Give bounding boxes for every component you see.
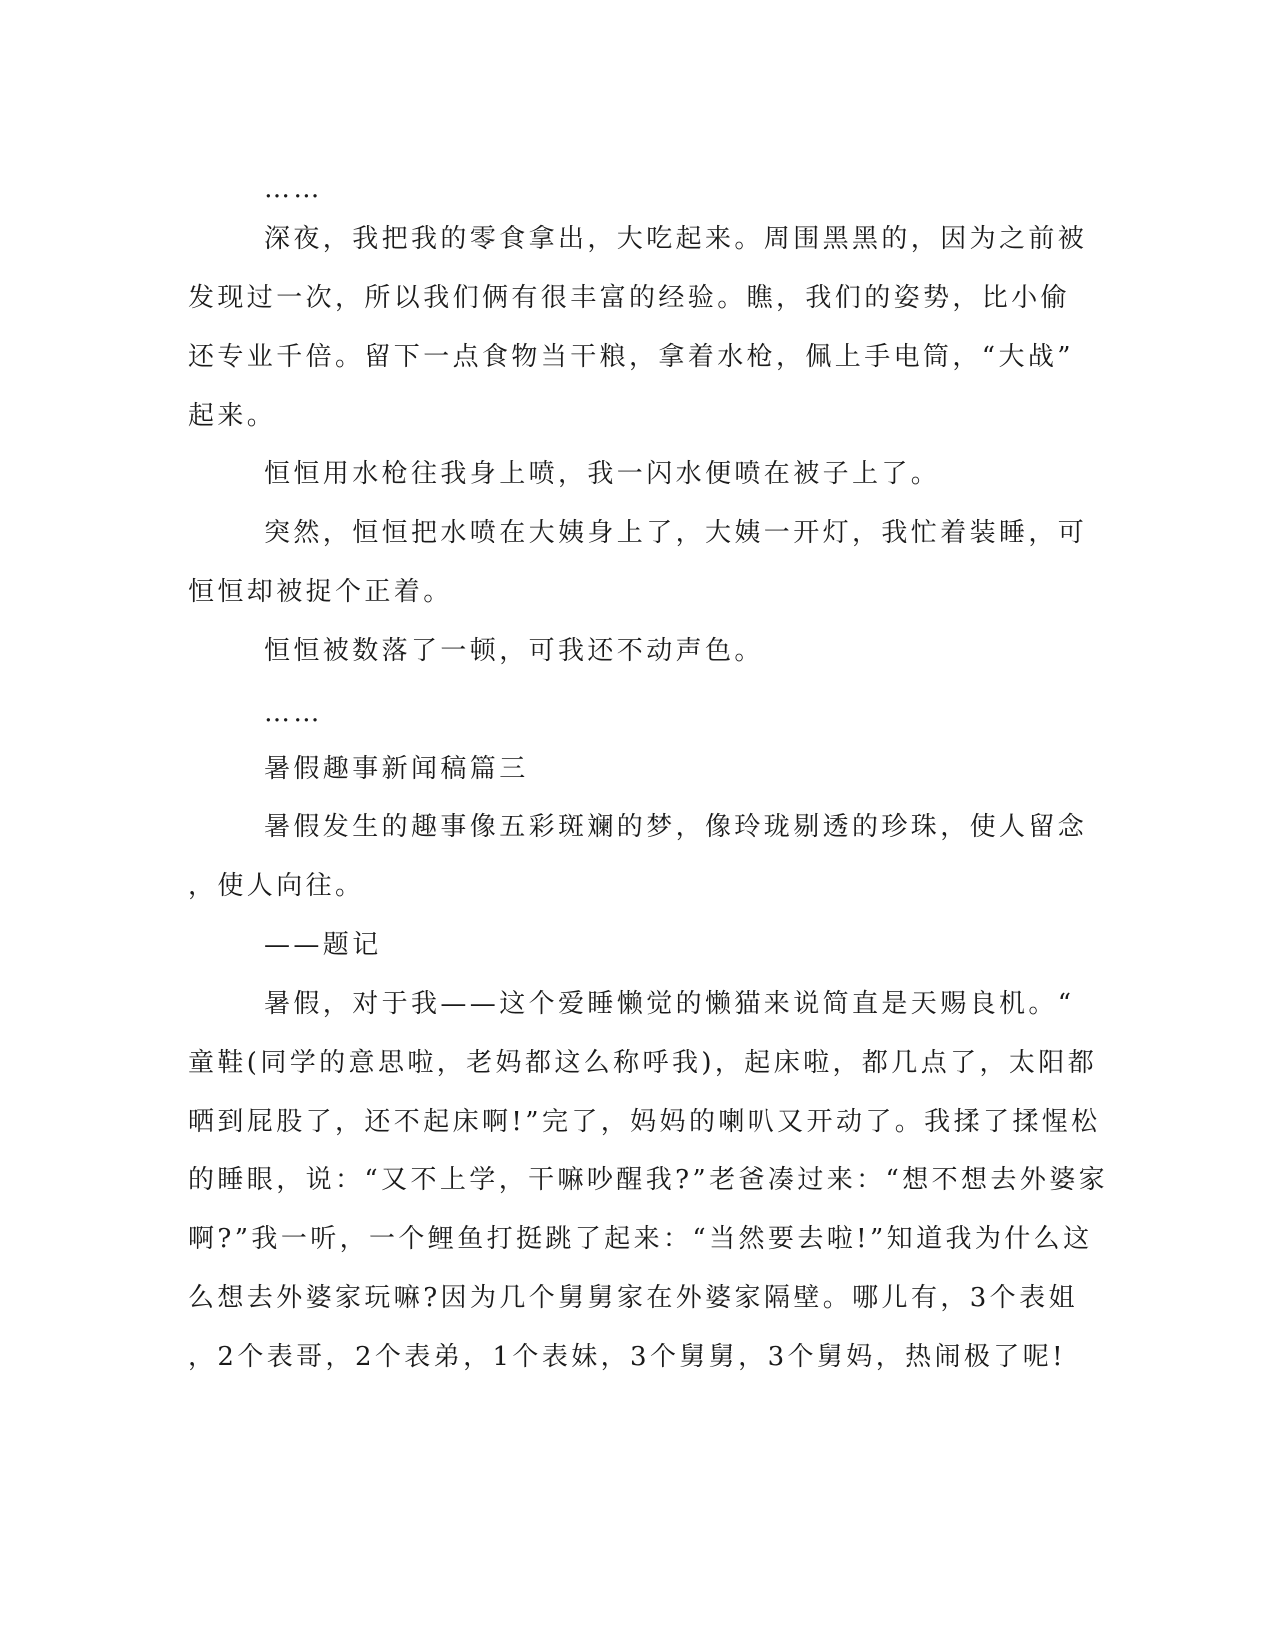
epigraph-attribution: ——题记 [264,930,382,960]
ellipsis-line: …… [264,174,323,204]
paragraph-line: 么想去外婆家玩嘛?因为几个舅舅家在外婆家隔壁。哪儿有，3个表姐 [188,1283,1078,1313]
paragraph-line: 恒恒却被捉个正着。 [188,577,453,607]
section-heading: 暑假趣事新闻稿篇三 [264,754,529,784]
paragraph-line: 突然，恒恒把水喷在大姨身上了，大姨一开灯，我忙着装睡，可 [264,518,1088,548]
paragraph-line: 暑假，对于我——这个爱睡懒觉的懒猫来说简直是天赐良机。“ [264,989,1075,1019]
paragraph-line: 深夜，我把我的零食拿出，大吃起来。周围黑黑的，因为之前被 [264,224,1088,254]
ellipsis-line: …… [264,698,323,728]
paragraph-line: 的睡眼，说：“又不上学，干嘛吵醒我?”老爸凑过来：“想不想去外婆家 [188,1165,1109,1195]
paragraph-line: 恒恒用水枪往我身上喷，我一闪水便喷在被子上了。 [264,459,941,489]
paragraph-line: ，使人向往。 [188,871,365,901]
paragraph-line: ，2个表哥，2个表弟，1个表妹，3个舅舅，3个舅妈，热闹极了呢! [188,1342,1066,1372]
paragraph-line: 啊?”我一听，一个鲤鱼打挺跳了起来：“当然要去啦!”知道我为什么这 [188,1224,1093,1254]
paragraph-line: 暑假发生的趣事像五彩斑斓的梦，像玲珑剔透的珍珠，使人留念 [264,812,1088,842]
paragraph-line: 童鞋(同学的意思啦，老妈都这么称呼我)，起床啦，都几点了，太阳都 [188,1048,1098,1078]
paragraph-line: 还专业千倍。留下一点食物当干粮，拿着水枪，佩上手电筒，“大战” [188,342,1074,372]
paragraph-line: 恒恒被数落了一顿，可我还不动声色。 [264,636,764,666]
paragraph-line: 起来。 [188,401,277,431]
paragraph-line: 发现过一次，所以我们俩有很丰富的经验。瞧，我们的姿势，比小偷 [188,283,1071,313]
paragraph-line: 晒到屁股了，还不起床啊!”完了，妈妈的喇叭又开动了。我揉了揉惺松 [188,1107,1101,1137]
